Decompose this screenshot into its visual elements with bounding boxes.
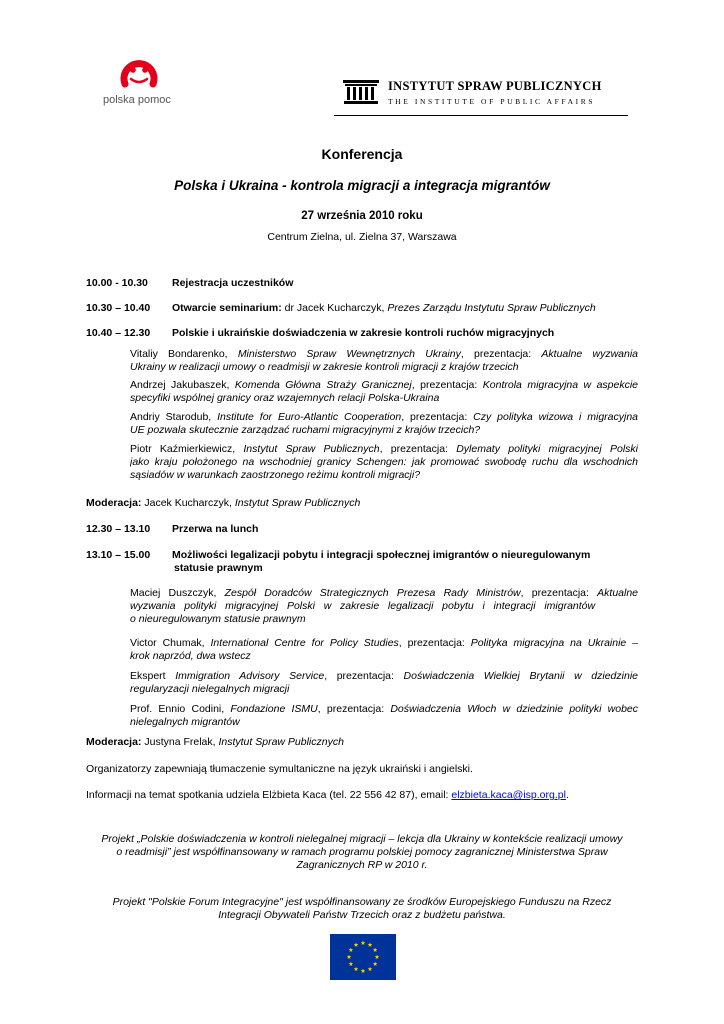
talk-topic: Polityka migracyjna na Ukrainie –: [470, 637, 638, 649]
project-note-line: Projekt "Polskie Forum Integracyjne" jest współfinansowany ze środków Europejskiego Funduszu na Rzecz: [112, 896, 612, 908]
talk-topic-cont: wyzwania polityki migracyjnej Polski w zakresie legalizacji pobytu i integracji imigrantów: [130, 600, 596, 612]
moderator-name: Justyna Frelak,: [141, 736, 219, 748]
speaker-org: Zespół Doradców Strategicznych Prezesa Rady Ministrów: [224, 587, 521, 599]
agenda-session-1: [86, 327, 554, 340]
eu-flag: [330, 934, 396, 980]
talk-topic-cont: UE pozwala skutecznie zarządzać ruchami migracyjnymi z krajów trzecich?: [130, 424, 481, 436]
session-title: Polskie i ukraińskie doświadczenia w zakresie kontroli ruchów migracyjnych: [172, 327, 555, 339]
talk-topic: Kontrola migracyjna w aspekcie: [482, 379, 638, 391]
talk-label: , prezentacja:: [317, 703, 391, 715]
contact-note: [86, 789, 569, 802]
agenda-registration: [86, 277, 293, 290]
speaker-org: Fondazione ISMU: [230, 703, 318, 715]
session-time: 10.40 – 12.30: [86, 327, 151, 339]
talk-topic: Doświadczenia Włoch w dziedzinie polityki wobec: [390, 703, 638, 715]
speaker-name: Maciej Duszczyk,: [130, 587, 225, 599]
talk-topic-cont: regularyzacji nielegalnych migracji: [130, 683, 290, 695]
talk-topic: Aktualne wyzwania: [541, 348, 638, 360]
moderation-label: Moderacja:: [86, 497, 142, 509]
speaker-org: Ministerstwo Spraw Wewnętrznych Ukrainy: [237, 348, 461, 360]
agenda-lunch: [86, 523, 258, 536]
contact-email-link[interactable]: elzbieta.kaca@isp.org.pl: [451, 789, 566, 801]
session-time: 10.00 - 10.30: [86, 277, 148, 289]
talk-ias: [130, 670, 638, 696]
talk-topic: Doświadczenia Wielkiej Brytanii w dziedzinie: [403, 670, 638, 682]
session-title: Przerwa na lunch: [172, 523, 259, 535]
talk-bondarenko: [130, 348, 638, 374]
contact-text: Informacji na temat spotkania udziela Elżbieta Kaca (tel. 22 556 42 87), email:: [86, 789, 452, 801]
column-building-icon: [342, 79, 380, 105]
talk-duszczyk: [130, 587, 638, 626]
session-time: 10.30 – 10.40: [86, 302, 151, 314]
speaker-name: Vitaliy Bondarenko,: [130, 348, 238, 360]
talk-topic-cont: jako kraju położonego na wschodniej granicy Schengen: jak promować swobodę ruchu dla wschodnich: [130, 456, 638, 468]
talk-topic: Dylematy polityki migracyjnej Polski: [456, 443, 638, 455]
talk-jakubaszek: [130, 379, 638, 405]
moderation-label: Moderacja:: [86, 736, 142, 748]
agenda-session-2: [86, 549, 646, 575]
moderation-session-1: [86, 497, 360, 510]
talk-topic-cont: krok naprzód, dwa wstecz: [130, 650, 251, 662]
header-rule: [334, 115, 628, 116]
talk-starodub: [130, 411, 638, 437]
speaker-name: Piotr Kaźmierkiewicz,: [130, 443, 244, 455]
talk-label: , prezentacja:: [401, 411, 474, 423]
project-note-line: Zagranicznych RP w 2010 r.: [296, 859, 428, 871]
agenda-opening: [86, 302, 596, 315]
speaker-name: Ekspert: [130, 670, 176, 682]
talk-label: , prezentacja:: [398, 637, 471, 649]
talk-topic: Czy polityka wizowa i migracyjna: [473, 411, 638, 423]
talk-kazmierkiewicz: [130, 443, 638, 482]
project-note-line: o readmisji” jest współfinansowany w ramach programu polskiej pomocy zagranicznej Ministerstwa Spraw: [116, 846, 608, 858]
talk-codini: [130, 703, 638, 729]
talk-topic-cont: nielegalnych migrantów: [130, 716, 240, 728]
polska-pomoc-icon: [103, 54, 183, 92]
speaker-role: Prezes Zarządu Instytutu Spraw Publicznych: [387, 302, 596, 314]
talk-label: , prezentacja:: [460, 348, 542, 360]
talk-topic: Aktualne: [597, 587, 638, 599]
moderator-name: Jacek Kucharczyk,: [141, 497, 235, 509]
speaker-org: Institute for Euro-Atlantic Cooperation: [217, 411, 402, 423]
speaker-name: dr Jacek Kucharczyk,: [281, 302, 388, 314]
contact-end: .: [565, 789, 569, 801]
project-note-2: [0, 896, 724, 922]
conference-date: 27 września 2010 roku: [301, 210, 423, 222]
speaker-name: Andriy Starodub,: [130, 411, 218, 423]
speaker-org: International Centre for Policy Studies: [210, 637, 399, 649]
talk-topic-cont: o nieuregulowanym statusie prawnym: [130, 613, 306, 625]
session-title: Otwarcie seminarium:: [172, 302, 282, 314]
session-time: 12.30 – 13.10: [86, 523, 151, 535]
talk-label: , prezentacja:: [379, 443, 457, 455]
isp-name: INSTYTUT SPRAW PUBLICZNYCH: [388, 79, 602, 93]
session-title: Możliwości legalizacji pobytu i integracji społecznej imigrantów o nieuregulowanym: [172, 549, 591, 561]
talk-chumak: [130, 637, 638, 663]
speaker-name: Andrzej Jakubaszek,: [130, 379, 235, 391]
polska-pomoc-logo: [103, 54, 183, 110]
talk-label: , prezentacja:: [411, 379, 483, 391]
talk-topic-cont: sąsiadów w warunkach zaostrzonego reżimu kontroli migracji?: [130, 469, 421, 481]
talk-topic-cont: specyfiki wspólnej granicy oraz wzajemnych relacji Polska-Ukraina: [130, 392, 440, 404]
conference-venue: Centrum Zielna, ul. Zielna 37, Warszawa: [267, 231, 457, 243]
talk-label: , prezentacja:: [324, 670, 404, 682]
talk-topic-cont: Ukrainy w realizacji umowy o readmisji w zakresie kontroli migracji z krajów trzecich: [130, 361, 519, 373]
translation-note: Organizatorzy zapewniają tłumaczenie symultaniczne na język ukraiński i angielski.: [86, 763, 473, 775]
project-note-1: [0, 833, 724, 872]
speaker-org: Komenda Główna Straży Granicznej: [234, 379, 412, 391]
talk-label: , prezentacja:: [520, 587, 598, 599]
moderator-org: Instytut Spraw Publicznych: [234, 497, 361, 509]
session-title-cont: statusie prawnym: [174, 562, 263, 574]
session-time: 13.10 – 15.00: [86, 549, 151, 561]
speaker-name: Victor Chumak,: [130, 637, 211, 649]
eu-flag-icon: [330, 934, 396, 980]
project-note-line: Projekt „Polskie doświadczenia w kontroli nielegalnej migracji – lekcja dla Ukrainy w kontekście realizacji umowy: [101, 833, 623, 845]
session-title: Rejestracja uczestników: [172, 277, 294, 289]
conference-title: Polska i Ukraina - kontrola migracji a integracja migrantów: [174, 178, 550, 193]
speaker-org: Instytut Spraw Publicznych: [243, 443, 380, 455]
polska-pomoc-label: polska pomoc: [103, 94, 171, 106]
speaker-org: Immigration Advisory Service: [175, 670, 325, 682]
moderator-org: Instytut Spraw Publicznych: [218, 736, 344, 748]
isp-name-english: THE INSTITUTE OF PUBLIC AFFAIRS: [388, 97, 596, 106]
speaker-name: Prof. Ennio Codini,: [130, 703, 231, 715]
isp-logo: [342, 79, 622, 109]
moderation-session-2: [86, 736, 344, 749]
conference-label: Konferencja: [321, 146, 403, 162]
project-note-line: Integracji Obywateli Państw Trzecich oraz z budżetu państwa.: [218, 909, 506, 921]
